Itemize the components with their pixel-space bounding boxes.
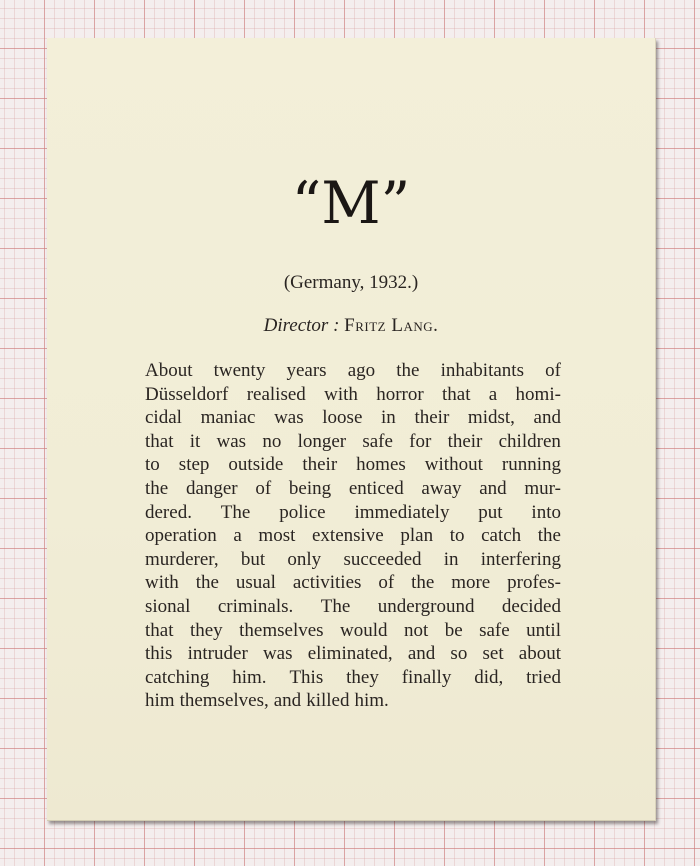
- body-line: catching him. This they finally did, tried: [145, 666, 561, 688]
- body-line: About twenty years ago the inhabitants of: [145, 360, 561, 381]
- body-line: dered. The police immediately put into: [145, 501, 561, 523]
- subtitle: (Germany, 1932.): [283, 272, 419, 293]
- body-line: murderer, but only succeeded in interfering: [145, 548, 561, 570]
- director-label: Director :: [263, 315, 340, 336]
- body-line: sional criminals. The underground decided: [145, 595, 561, 617]
- body-line: him themselves, and killed him.: [145, 690, 389, 712]
- body-line: that they themselves would not be safe until: [145, 619, 561, 641]
- body-line: operation a most extensive plan to catch the: [145, 525, 561, 547]
- body-line: with the usual activities of the more profes-: [145, 572, 561, 594]
- body-line: to step outside their homes without running: [145, 454, 561, 476]
- body-line: cidal maniac was loose in their midst, and: [145, 407, 561, 429]
- document-card: [47, 38, 656, 821]
- body-line: that it was no longer safe for their children: [145, 430, 561, 452]
- director-name: Fritz Lang.: [344, 315, 439, 336]
- body-line: the danger of being enticed away and mur-: [145, 477, 561, 499]
- body-line: Düsseldorf realised with horror that a homi-: [145, 383, 561, 405]
- body-paragraph: [145, 359, 561, 713]
- director-credit: [47, 314, 655, 338]
- page-title: “M”: [291, 169, 411, 237]
- body-line: this intruder was eliminated, and so set about: [145, 643, 561, 665]
